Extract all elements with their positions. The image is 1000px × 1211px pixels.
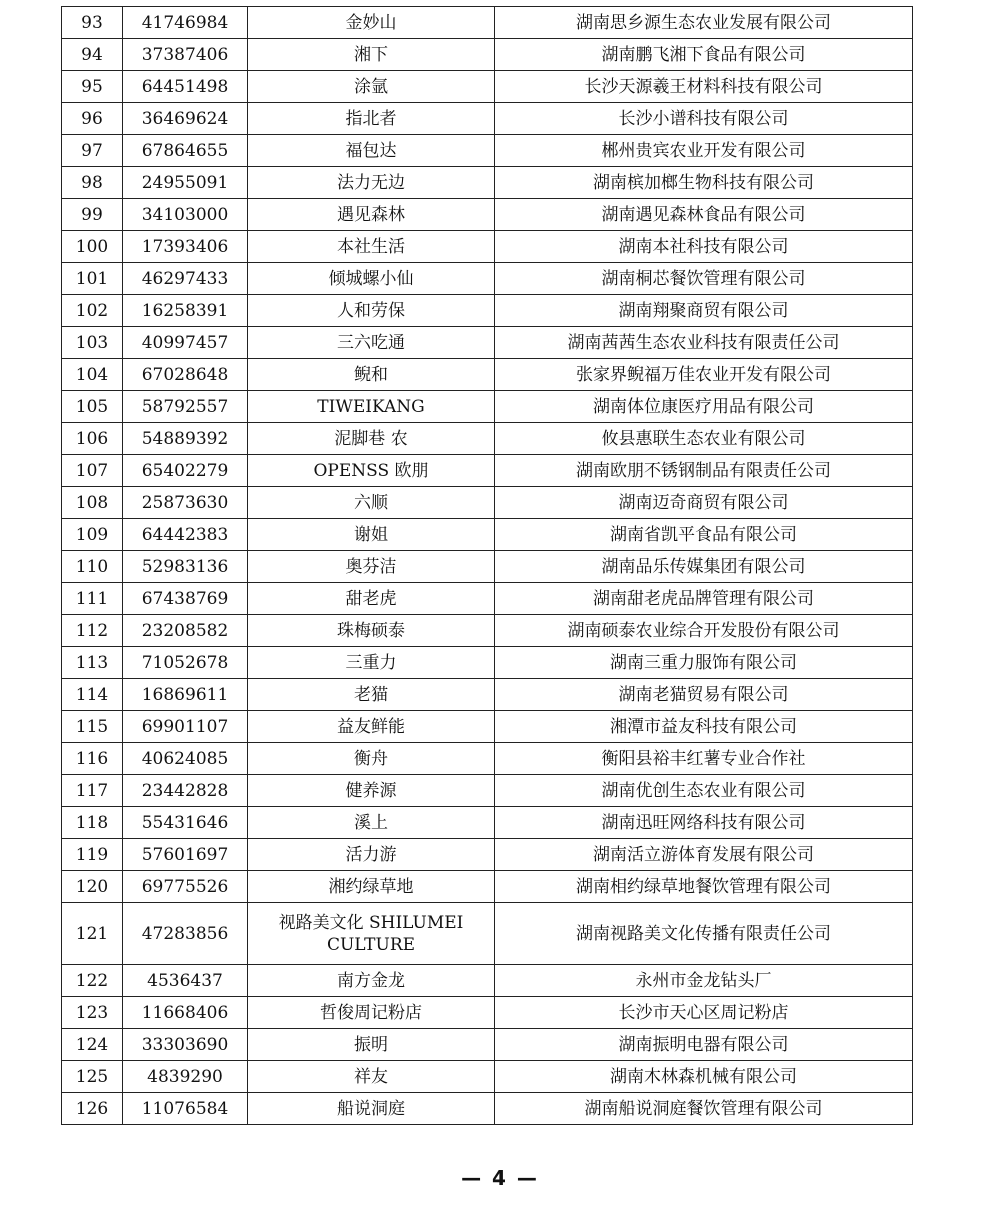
row-number-cell: 106 [62, 423, 123, 455]
company-name-cell: 湖南体位康医疗用品有限公司 [495, 391, 913, 423]
row-number-cell: 125 [62, 1061, 123, 1093]
company-name-cell: 湖南活立游体育发展有限公司 [495, 839, 913, 871]
trademark-name-cell: 衡舟 [248, 743, 495, 775]
table-row [62, 743, 913, 775]
trademark-name-cell: 谢姐 [248, 519, 495, 551]
registration-number-cell: 54889392 [123, 423, 248, 455]
table-row [62, 997, 913, 1029]
row-number-cell: 126 [62, 1093, 123, 1125]
company-name-cell: 湖南振明电器有限公司 [495, 1029, 913, 1061]
trademark-name-cell: 船说洞庭 [248, 1093, 495, 1125]
trademark-table [61, 6, 913, 1125]
table-row [62, 519, 913, 551]
trademark-name-cell: TIWEIKANG [248, 391, 495, 423]
row-number-cell: 93 [62, 7, 123, 39]
table-row [62, 103, 913, 135]
table-row [62, 551, 913, 583]
trademark-name-cell: OPENSS 欧朋 [248, 455, 495, 487]
company-name-cell: 湖南三重力服饰有限公司 [495, 647, 913, 679]
row-number-cell: 103 [62, 327, 123, 359]
trademark-name-cell: 六顺 [248, 487, 495, 519]
table-row [62, 679, 913, 711]
registration-number-cell: 24955091 [123, 167, 248, 199]
row-number-cell: 120 [62, 871, 123, 903]
registration-number-cell: 17393406 [123, 231, 248, 263]
trademark-name-cell: 鲵和 [248, 359, 495, 391]
row-number-cell: 98 [62, 167, 123, 199]
table-row [62, 71, 913, 103]
registration-number-cell: 57601697 [123, 839, 248, 871]
company-name-cell: 攸县惠联生态农业有限公司 [495, 423, 913, 455]
trademark-name-cell: 本社生活 [248, 231, 495, 263]
company-name-cell: 衡阳县裕丰红薯专业合作社 [495, 743, 913, 775]
registration-number-cell: 33303690 [123, 1029, 248, 1061]
trademark-name-cell: 珠梅硕泰 [248, 615, 495, 647]
company-name-cell: 郴州贵宾农业开发有限公司 [495, 135, 913, 167]
registration-number-cell: 11668406 [123, 997, 248, 1029]
registration-number-cell: 69901107 [123, 711, 248, 743]
company-name-cell: 湖南遇见森林食品有限公司 [495, 199, 913, 231]
registration-number-cell: 37387406 [123, 39, 248, 71]
trademark-name-cell: 视路美文化 SHILUMEI CULTURE [248, 903, 495, 965]
row-number-cell: 107 [62, 455, 123, 487]
trademark-name-cell: 振明 [248, 1029, 495, 1061]
company-name-cell: 湖南相约绿草地餐饮管理有限公司 [495, 871, 913, 903]
trademark-name-cell: 老猫 [248, 679, 495, 711]
registration-number-cell: 46297433 [123, 263, 248, 295]
table-row [62, 455, 913, 487]
row-number-cell: 118 [62, 807, 123, 839]
trademark-name-cell: 甜老虎 [248, 583, 495, 615]
table-row [62, 903, 913, 965]
table-row [62, 199, 913, 231]
registration-number-cell: 4839290 [123, 1061, 248, 1093]
trademark-name-cell: 福包达 [248, 135, 495, 167]
registration-number-cell: 11076584 [123, 1093, 248, 1125]
trademark-name-cell: 倾城螺小仙 [248, 263, 495, 295]
row-number-cell: 109 [62, 519, 123, 551]
row-number-cell: 102 [62, 295, 123, 327]
table-row [62, 839, 913, 871]
registration-number-cell: 71052678 [123, 647, 248, 679]
table-row [62, 7, 913, 39]
row-number-cell: 119 [62, 839, 123, 871]
trademark-table-body [62, 7, 913, 1125]
table-row [62, 965, 913, 997]
row-number-cell: 104 [62, 359, 123, 391]
company-name-cell: 永州市金龙钻头厂 [495, 965, 913, 997]
row-number-cell: 111 [62, 583, 123, 615]
company-name-cell: 张家界鲵福万佳农业开发有限公司 [495, 359, 913, 391]
registration-number-cell: 23442828 [123, 775, 248, 807]
table-row [62, 263, 913, 295]
trademark-name-cell: 指北者 [248, 103, 495, 135]
trademark-name-cell: 金妙山 [248, 7, 495, 39]
company-name-cell: 湖南硕泰农业综合开发股份有限公司 [495, 615, 913, 647]
row-number-cell: 101 [62, 263, 123, 295]
row-number-cell: 97 [62, 135, 123, 167]
trademark-name-cell: 遇见森林 [248, 199, 495, 231]
table-row [62, 231, 913, 263]
registration-number-cell: 52983136 [123, 551, 248, 583]
row-number-cell: 124 [62, 1029, 123, 1061]
table-row [62, 167, 913, 199]
registration-number-cell: 25873630 [123, 487, 248, 519]
company-name-cell: 长沙市天心区周记粉店 [495, 997, 913, 1029]
table-row [62, 39, 913, 71]
table-row [62, 807, 913, 839]
table-row [62, 135, 913, 167]
registration-number-cell: 58792557 [123, 391, 248, 423]
registration-number-cell: 64451498 [123, 71, 248, 103]
row-number-cell: 105 [62, 391, 123, 423]
registration-number-cell: 23208582 [123, 615, 248, 647]
row-number-cell: 115 [62, 711, 123, 743]
row-number-cell: 122 [62, 965, 123, 997]
row-number-cell: 95 [62, 71, 123, 103]
row-number-cell: 112 [62, 615, 123, 647]
row-number-cell: 123 [62, 997, 123, 1029]
registration-number-cell: 16258391 [123, 295, 248, 327]
trademark-name-cell: 泥脚巷 农 [248, 423, 495, 455]
trademark-name-cell: 人和劳保 [248, 295, 495, 327]
company-name-cell: 湖南木林森机械有限公司 [495, 1061, 913, 1093]
table-row [62, 295, 913, 327]
table-row [62, 615, 913, 647]
page-number: — 4 — [461, 1166, 539, 1190]
row-number-cell: 100 [62, 231, 123, 263]
registration-number-cell: 65402279 [123, 455, 248, 487]
registration-number-cell: 64442383 [123, 519, 248, 551]
company-name-cell: 湖南槟加榔生物科技有限公司 [495, 167, 913, 199]
registration-number-cell: 40997457 [123, 327, 248, 359]
registration-number-cell: 16869611 [123, 679, 248, 711]
company-name-cell: 湘潭市益友科技有限公司 [495, 711, 913, 743]
table-row [62, 871, 913, 903]
registration-number-cell: 34103000 [123, 199, 248, 231]
trademark-name-cell: 活力游 [248, 839, 495, 871]
trademark-name-cell: 湘约绿草地 [248, 871, 495, 903]
company-name-cell: 湖南迈奇商贸有限公司 [495, 487, 913, 519]
registration-number-cell: 36469624 [123, 103, 248, 135]
trademark-name-cell: 法力无边 [248, 167, 495, 199]
row-number-cell: 114 [62, 679, 123, 711]
table-row [62, 775, 913, 807]
table-row [62, 327, 913, 359]
company-name-cell: 湖南老猫贸易有限公司 [495, 679, 913, 711]
row-number-cell: 116 [62, 743, 123, 775]
trademark-name-cell: 三六吃通 [248, 327, 495, 359]
row-number-cell: 121 [62, 903, 123, 965]
table-row [62, 647, 913, 679]
row-number-cell: 94 [62, 39, 123, 71]
table-row [62, 423, 913, 455]
registration-number-cell: 55431646 [123, 807, 248, 839]
company-name-cell: 长沙天源羲王材料科技有限公司 [495, 71, 913, 103]
row-number-cell: 117 [62, 775, 123, 807]
registration-number-cell: 67864655 [123, 135, 248, 167]
row-number-cell: 108 [62, 487, 123, 519]
table-row [62, 1093, 913, 1125]
trademark-name-cell: 祥友 [248, 1061, 495, 1093]
row-number-cell: 96 [62, 103, 123, 135]
company-name-cell: 湖南鹏飞湘下食品有限公司 [495, 39, 913, 71]
company-name-cell: 湖南桐芯餐饮管理有限公司 [495, 263, 913, 295]
company-name-cell: 长沙小谱科技有限公司 [495, 103, 913, 135]
company-name-cell: 湖南茜茜生态农业科技有限责任公司 [495, 327, 913, 359]
trademark-name-cell: 三重力 [248, 647, 495, 679]
company-name-cell: 湖南优创生态农业有限公司 [495, 775, 913, 807]
trademark-name-cell: 益友鲜能 [248, 711, 495, 743]
company-name-cell: 湖南翔聚商贸有限公司 [495, 295, 913, 327]
registration-number-cell: 47283856 [123, 903, 248, 965]
table-row [62, 1029, 913, 1061]
company-name-cell: 湖南甜老虎品牌管理有限公司 [495, 583, 913, 615]
registration-number-cell: 67438769 [123, 583, 248, 615]
trademark-name-cell: 涂氩 [248, 71, 495, 103]
table-row [62, 1061, 913, 1093]
registration-number-cell: 67028648 [123, 359, 248, 391]
company-name-cell: 湖南船说洞庭餐饮管理有限公司 [495, 1093, 913, 1125]
company-name-cell: 湖南欧朋不锈钢制品有限责任公司 [495, 455, 913, 487]
registration-number-cell: 40624085 [123, 743, 248, 775]
trademark-name-cell: 湘下 [248, 39, 495, 71]
trademark-name-cell: 奥芬洁 [248, 551, 495, 583]
company-name-cell: 湖南品乐传媒集团有限公司 [495, 551, 913, 583]
company-name-cell: 湖南迅旺网络科技有限公司 [495, 807, 913, 839]
company-name-cell: 湖南思乡源生态农业发展有限公司 [495, 7, 913, 39]
trademark-name-cell: 哲俊周记粉店 [248, 997, 495, 1029]
row-number-cell: 113 [62, 647, 123, 679]
company-name-cell: 湖南本社科技有限公司 [495, 231, 913, 263]
registration-number-cell: 4536437 [123, 965, 248, 997]
row-number-cell: 99 [62, 199, 123, 231]
row-number-cell: 110 [62, 551, 123, 583]
trademark-name-cell: 溪上 [248, 807, 495, 839]
trademark-name-cell: 南方金龙 [248, 965, 495, 997]
table-row [62, 583, 913, 615]
trademark-name-cell: 健养源 [248, 775, 495, 807]
company-name-cell: 湖南视路美文化传播有限责任公司 [495, 903, 913, 965]
company-name-cell: 湖南省凯平食品有限公司 [495, 519, 913, 551]
table-row [62, 391, 913, 423]
registration-number-cell: 69775526 [123, 871, 248, 903]
table-row [62, 711, 913, 743]
table-row [62, 487, 913, 519]
registration-number-cell: 41746984 [123, 7, 248, 39]
table-row [62, 359, 913, 391]
